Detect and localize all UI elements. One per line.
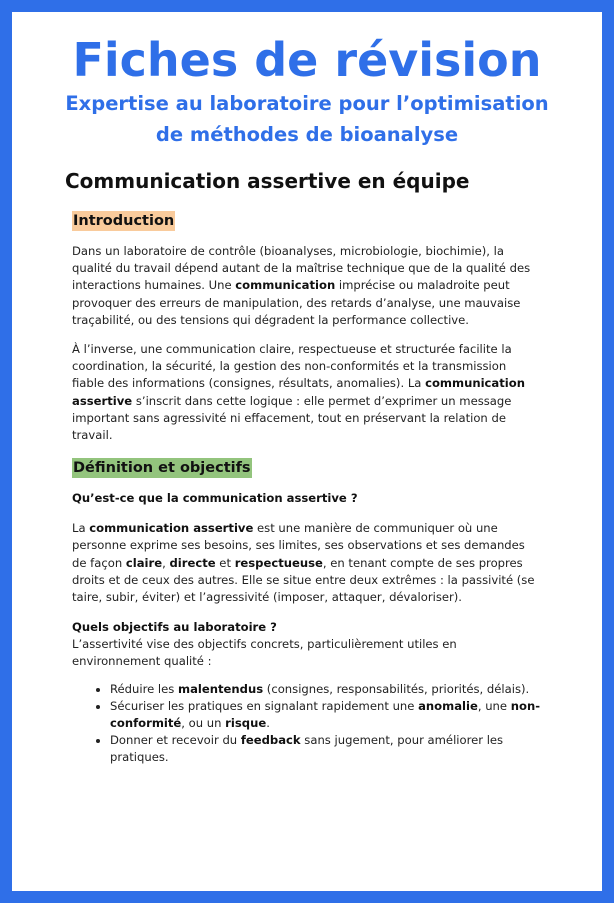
subtitle-line-1: Expertise au laboratoire pour l’optimisation [65, 92, 549, 115]
objectives-intro: L’assertivité vise des objectifs concrets, particulièrement utiles en environnement qualité : [72, 637, 457, 669]
intro-heading: Introduction [73, 213, 175, 229]
definition-paragraph: La communication assertive est une manière de communiquer où une personne exprime ses besoins, ses limites, ses observations et ses demandes de façon claire, directe et respectueuse, en tenant compte de ses propres droits et de ceux des autres. Elle se situe entre deux extrêmes : la passivité (se taire, subir, éviter) et l’agressivité (imposer, attaquer, dévaloriser). [72, 521, 535, 605]
question-1: Qu’est-ce que la communication assertive ? [72, 491, 358, 506]
definition-heading: Définition et objectifs [73, 460, 251, 477]
objectives-list [72, 681, 542, 767]
content [72, 210, 542, 767]
intro-paragraph-2: À l’inverse, une communication claire, respectueuse et structurée facilite la coordination, la sécurité, la gestion des non-conformités et la transmission fiable des informations (consignes, résultats, anomalies). La communication assertive s’inscrit dans cette logique : elle permet d’exprimer un message important sans agressivité ni effacement, tout en préservant la relation de travail. [72, 342, 525, 443]
main-title: Fiches de révision [72, 33, 542, 87]
list-item: • Réduire les malentendus (consignes, responsabilités, priorités, délais). [110, 681, 542, 698]
section-title: Communication assertive en équipe [65, 169, 470, 193]
list-item: • Donner et recevoir du feedback sans jugement, pour améliorer les pratiques. [110, 732, 542, 766]
intro-paragraph-1: Dans un laboratoire de contrôle (bioanalyses, microbiologie, biochimie), la qualité du travail dépend autant de la maîtrise technique que de la qualité des interactions humaines. Une communication imprécise ou maladroite peut provoquer des erreurs de manipulation, des retards d’analyse, une mauvaise traçabilité, ou des tensions qui dégradent la performance collective. [72, 244, 531, 327]
header [12, 34, 602, 150]
subtitle-line-2: de méthodes de bioanalyse [155, 123, 459, 146]
list-item: • Sécuriser les pratiques en signalant rapidement une anomalie, une non-conformité, ou un risque. [110, 698, 542, 732]
question-2: Quels objectifs au laboratoire ? [72, 620, 277, 635]
